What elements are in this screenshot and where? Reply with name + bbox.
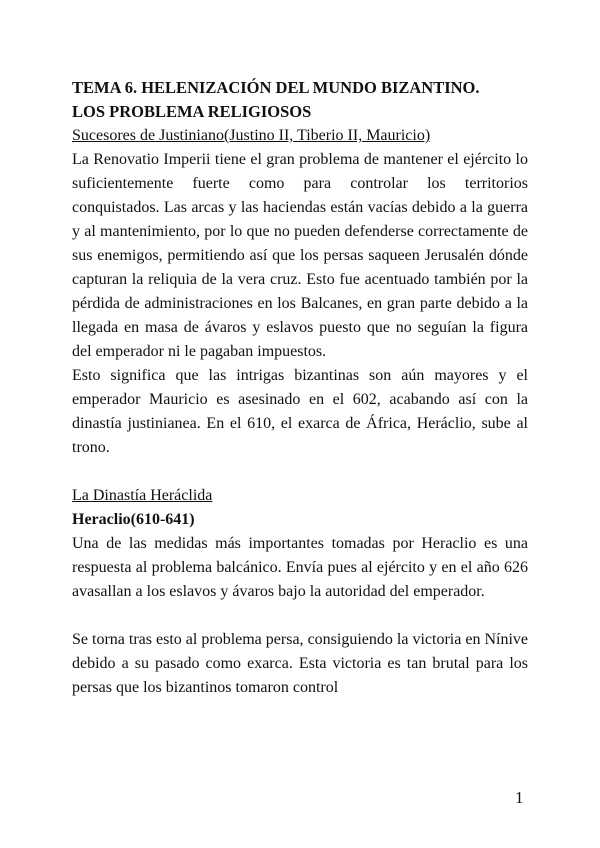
spacer — [72, 604, 528, 628]
paragraph-renovatio: La Renovatio Imperii tiene el gran problema de mantener el ejército lo suficientemente fuerte como para controlar los territorios conquistados. Las arcas y las haciendas están vacías debido a la guerra y al mantenimiento, por lo que no pueden defenderse correctamente de sus enemigos, permitiendo así que los persas saqueen Jerusalén dónde capturan la reliquia de la vera cruz. Esto fue acentuado también por la pérdida de administraciones en los Balcanes, en gran parte debido a la llegada en masa de ávaros y eslavos puesto que no seguían la figura del emperador ni le pagaban impuestos. — [72, 151, 528, 360]
document-title-line-1: TEMA 6. HELENIZACIÓN DEL MUNDO BIZANTINO. — [72, 78, 480, 97]
document-title-line-2: LOS PROBLEMA RELIGIOSOS — [72, 102, 312, 121]
page-number: 1 — [515, 788, 524, 807]
paragraph-intrigas: Esto significa que las intrigas bizantinas son aún mayores y el emperador Mauricio es asesinado en el 602, acabando así con la dinastía justinianea. En el 610, el exarca de África, Heráclio, sube al trono. — [72, 367, 528, 456]
section-heading-dinastia: La Dinastía Heráclida — [72, 487, 213, 504]
paragraph-persa: Se torna tras esto al problema persa, consiguiendo la victoria en Nínive debido a su pasado como exarca. Esta victoria es tan brutal para los persas que los bizantinos tomaron control — [72, 631, 528, 696]
section-heading-sucesores: Sucesores de Justiniano(Justino II, Tiberio II, Mauricio) — [72, 127, 431, 144]
subheading-heraclio: Heraclio(610-641) — [72, 511, 195, 528]
paragraph-medidas: Una de las medidas más importantes tomadas por Heraclio es una respuesta al problema balcánico. Envía pues al ejército y en el año 626 avasallan a los eslavos y ávaros bajo la autoridad del emperador. — [72, 535, 528, 600]
spacer — [72, 460, 528, 484]
document-body — [72, 76, 528, 700]
